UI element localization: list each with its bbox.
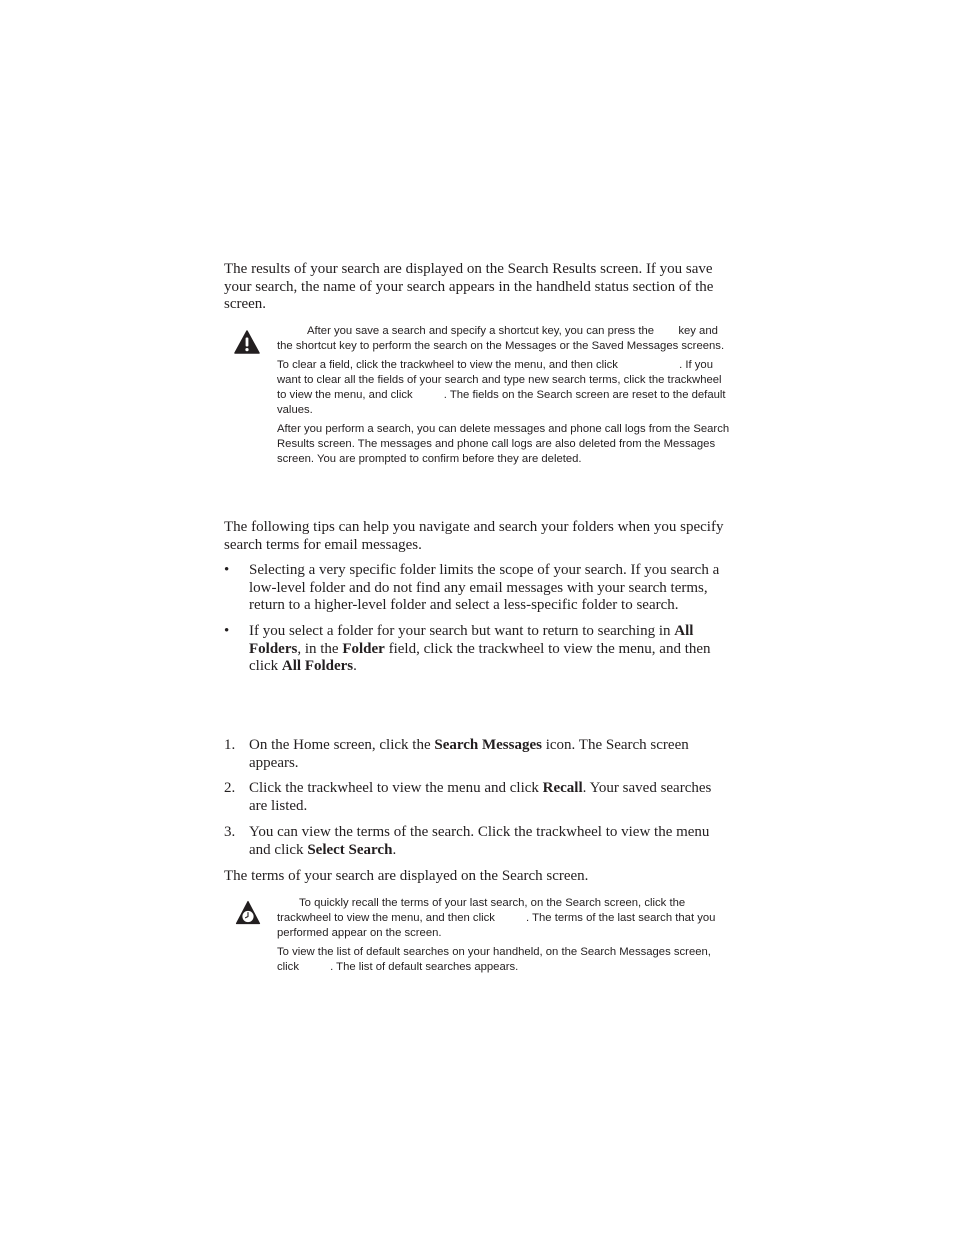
results-paragraph: The results of your search are displayed on the Search Results screen. If you save your search, the name of your search appears in the handheld status section of the screen. [224,261,714,312]
bold-term: Search Messages [434,737,542,753]
bold-term: All Folders [249,623,694,657]
bold-term: Recall [542,780,583,796]
step-number: 2. [224,780,236,796]
step-text [249,824,731,859]
text-run: , in the [297,640,343,657]
warning-note-shortcut [277,324,733,354]
terms-paragraph: The terms of your search are displayed on the Search screen. [224,868,589,884]
note-text: To view the list of default searches on your handheld, on the Search Messages screen, click [277,946,711,973]
bullet-marker: • [224,562,230,578]
note-text: To clear a field, click the trackwheel to view the menu, and then click [277,359,622,371]
note-text: . The terms of the last search that you performed appear on the screen. [277,912,716,939]
text-run: . [353,658,357,674]
warning-triangle-icon [234,330,260,354]
text-run: You can view the terms of the search. Click the trackwheel to view the menu and click [249,824,710,858]
step-number: 1. [224,737,236,753]
note-text: To quickly recall the terms of your last search, on the Search screen, click the trackwheel to view the menu, and then click [277,897,686,924]
step-text [249,737,731,772]
bold-term: All Folders [281,658,354,674]
bold-term: Folder [342,640,385,657]
note-text: After you save a search and specify a shortcut key, you can press the [307,325,658,337]
step-text [249,780,731,815]
bullet-text: Selecting a very specific folder limits the scope of your search. If you search a low-level folder and do not find any email messages with your search terms, return to a higher-level folder and select a less-specific folder to search. [249,562,720,613]
tip-note-recall-last [277,896,733,941]
text-run: field, click the trackwheel to view the menu, and then click [249,640,711,674]
bold-term: Select Search [307,841,393,858]
note-text: . The list of default searches appears. [330,961,519,973]
bullet-marker: • [224,623,230,639]
text-run: . Your saved searches are listed. [249,780,712,814]
text-run: icon. The Search screen appears. [249,737,689,771]
note-text: key and the shortcut key to perform the search on the Messages or the Saved Messages screens. [277,325,725,352]
tips-intro-paragraph: The following tips can help you navigate and search your folders when you specify search terms for email messages. [224,519,724,553]
tip-clock-icon [235,900,261,926]
text-run: . [392,841,397,858]
bullet-text [249,623,731,676]
step-number: 3. [224,824,236,840]
tip-note-default-searches [277,945,733,975]
text-run: Click the trackwheel to view the menu and click [249,780,543,796]
warning-note-clear-field [277,358,733,418]
note-text: . The fields on the Search screen are reset to the default values. [277,389,726,416]
note-text: . If you want to clear all the fields of your search and type new search terms, click the trackwheel to view the menu, and click [277,359,722,401]
text-run: On the Home screen, click the [249,737,435,753]
text-run: If you select a folder for your search but want to return to searching in [249,623,675,639]
warning-note-delete: After you perform a search, you can delete messages and phone call logs from the Search Results screen. The messages and phone call logs are also deleted from the Messages screen. You are prompted to confirm before they are deleted. [277,423,730,465]
